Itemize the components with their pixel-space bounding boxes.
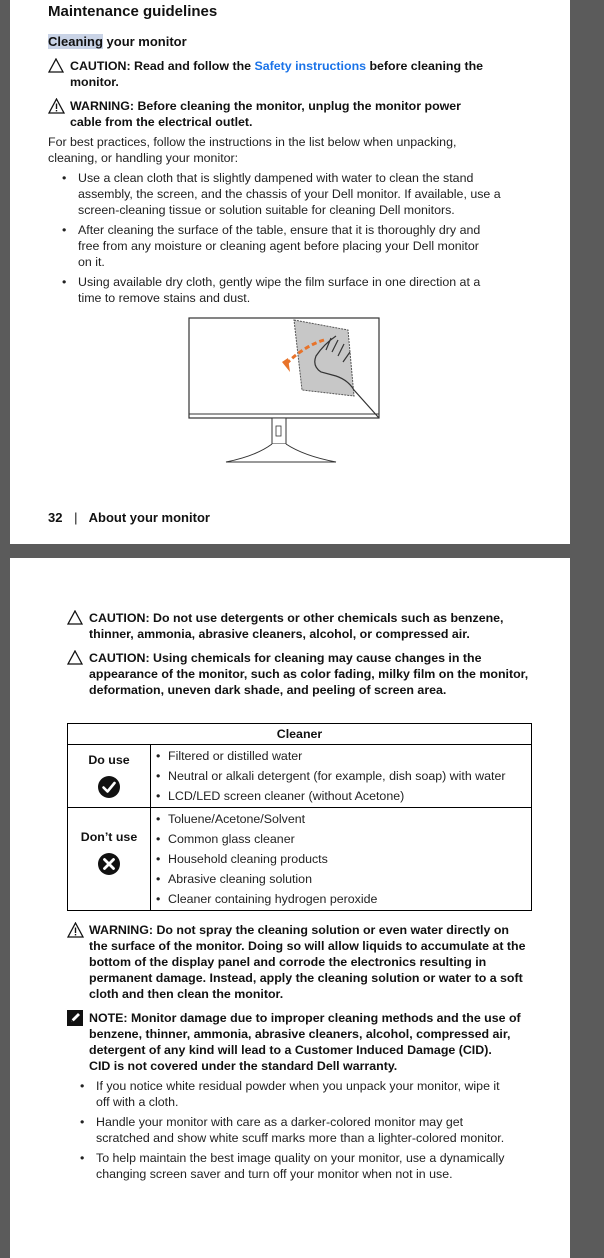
- page-footer: [48, 510, 210, 525]
- dont-use-cell: [68, 808, 151, 911]
- table-row: • Abrasive cleaning solution: [152, 869, 530, 889]
- list-item: • If you notice white residual powder when you unpack your monitor, wipe it off with a cloth.: [80, 1079, 500, 1109]
- caution-text: deformation, uneven dark shade, and peeling of screen area.: [89, 683, 447, 697]
- do-use-label: Do use: [88, 753, 130, 767]
- handling-list: [66, 1078, 556, 1186]
- safety-instructions-link[interactable]: Safety instructions: [254, 59, 367, 73]
- note-pencil-icon: [67, 1010, 83, 1026]
- document-page-32: [10, 0, 570, 544]
- do-use-list: [151, 745, 532, 808]
- subheading: [48, 34, 187, 49]
- caution-text-2: monitor.: [70, 75, 119, 89]
- dont-use-list: [151, 808, 532, 911]
- table-row: • LCD/LED screen cleaner (without Acetone): [152, 786, 530, 806]
- caution-text: CAUTION: Using chemicals for cleaning may cause changes in the: [89, 651, 482, 665]
- note-text: benzene, thinner, ammonia, abrasive cleaners, alcohol, compressed air,: [89, 1027, 511, 1041]
- search-highlight: Cleaning: [48, 34, 103, 49]
- dont-use-label: Don’t use: [80, 830, 138, 844]
- warning-text: WARNING: Before cleaning the monitor, unplug the monitor power: [70, 99, 461, 113]
- caution-label: CAUTION: Read and follow the: [70, 59, 255, 73]
- monitor-cleaning-illustration: [186, 316, 382, 468]
- cross-icon: [97, 852, 121, 876]
- list-item: • To help maintain the best image quality on your monitor, use a dynamically changing screen saver and turn off your monitor when not in use.: [80, 1151, 505, 1181]
- best-practice-list: [48, 170, 538, 310]
- cleaner-table: [67, 723, 532, 911]
- warning-text: bottom of the display panel and corrode the electronics resulting in: [89, 955, 487, 969]
- intro-line: cleaning, or handling your monitor:: [48, 151, 239, 165]
- caution-icon: [48, 58, 64, 73]
- page-number: 32: [48, 510, 63, 525]
- caution-text: before cleaning the: [366, 59, 484, 73]
- footer-title: About your monitor: [88, 510, 210, 525]
- table-row: • Household cleaning products: [152, 849, 530, 869]
- caution-text: CAUTION: Do not use detergents or other chemicals such as benzene,: [89, 611, 504, 625]
- intro-paragraph: [48, 134, 528, 166]
- warning-text: permanent damage. Instead, apply the cleaning solution or water to a soft: [89, 971, 523, 985]
- do-use-cell: [68, 745, 151, 808]
- warning-icon: [48, 98, 65, 114]
- warning-text: the surface of the monitor. Doing so will allow liquids to accumulate at the: [89, 939, 526, 953]
- document-page-33: [10, 558, 570, 1258]
- caution-icon: [67, 610, 83, 625]
- section-title: Maintenance guidelines: [48, 3, 218, 20]
- warning-text: cloth and then clean the monitor.: [89, 987, 284, 1001]
- checkmark-icon: [97, 775, 121, 799]
- list-item: • After cleaning the surface of the table, ensure that it is thoroughly dry and free from any moisture or cleaning agent before placing your Dell monitor on it.: [62, 223, 481, 269]
- table-row: • Toluene/Acetone/Solvent: [152, 809, 530, 829]
- intro-line: For best practices, follow the instructions in the list below when unpacking,: [48, 135, 457, 149]
- table-row: • Filtered or distilled water: [152, 746, 530, 766]
- table-row: • Neutral or alkali detergent (for example, dish soap) with water: [152, 766, 530, 786]
- note-text: NOTE: Monitor damage due to improper cleaning methods and the use of: [89, 1011, 521, 1025]
- caution-text: appearance of the monitor, such as color fading, milky film on the monitor,: [89, 667, 529, 681]
- note-text: CID is not covered under the standard Dell warranty.: [89, 1059, 398, 1073]
- subheading-rest: your monitor: [102, 34, 187, 49]
- list-item: • Using available dry cloth, gently wipe the film surface in one direction at a time to remove stains and dust.: [62, 275, 481, 305]
- warning-text: WARNING: Do not spray the cleaning solution or even water directly on: [89, 923, 509, 937]
- caution-icon: [67, 650, 83, 665]
- list-item: • Handle your monitor with care as a darker-colored monitor may get scratched and show white scuff marks more than a lighter-colored monitor.: [80, 1115, 505, 1145]
- caution-text: thinner, ammonia, abrasive cleaners, alcohol, or compressed air.: [89, 627, 470, 641]
- list-item: • Use a clean cloth that is slightly dampened with water to clean the stand assembly, the screen, and the chassis of your Dell monitor. If available, use a screen-cleaning tissue or solution suitable for cleaning Dell monitors.: [62, 171, 501, 217]
- table-header: Cleaner: [68, 724, 532, 745]
- warning-icon: [67, 922, 84, 938]
- table-row: • Cleaner containing hydrogen peroxide: [152, 889, 530, 909]
- warning-text-2: cable from the electrical outlet.: [70, 115, 253, 129]
- table-row: • Common glass cleaner: [152, 829, 530, 849]
- footer-separator: |: [74, 510, 78, 525]
- note-text: detergent of any kind will lead to a Customer Induced Damage (CID).: [89, 1043, 492, 1057]
